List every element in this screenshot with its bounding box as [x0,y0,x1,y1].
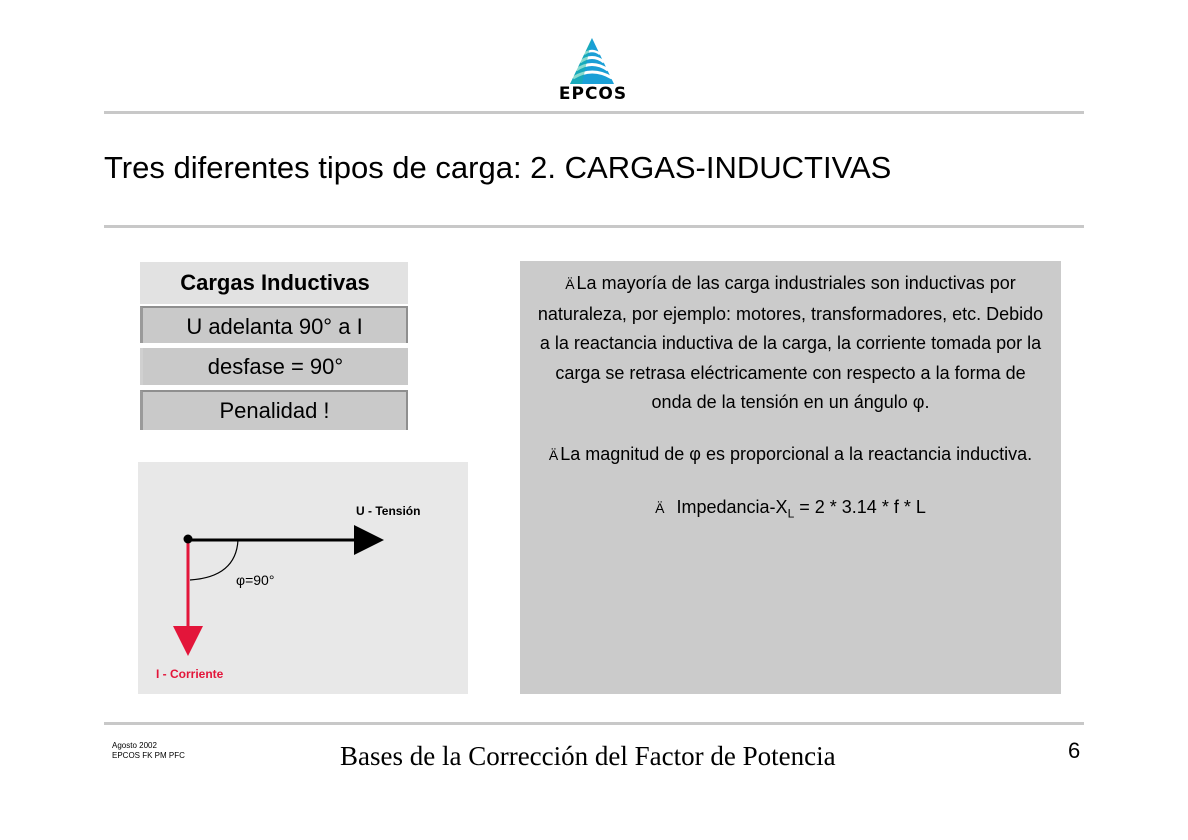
info-paragraph-1: Ä La mayoría de las carga industriales son inductivas por naturaleza, por ejemplo: motores, transformadores, etc. Debido a la reactancia inductiva de la carga, la corriente tomada por la carga se retrasa eléctricamente con respecto a la forma de onda de la tensión en un ángulo φ. [537,273,1044,413]
impedance-formula: Ä Impedancia-$X_L = 2 * 3.14 * f * L$ [655,496,926,521]
top-divider [104,111,1084,114]
current-label: I - Corriente [156,667,224,681]
table-row: U adelanta 90° a I [140,306,408,343]
angle-label: φ=90° [236,572,275,588]
brand-name: EPCOS [558,84,628,104]
bullet-icon: Ä [548,446,559,463]
epcos-logo-icon [560,38,624,90]
bullet-icon: Ä [655,499,665,516]
info-paragraph-2: Ä La magnitud de φ es proporcional a la reactancia inductiva. [548,443,1033,464]
table-row: Penalidad ! [140,390,408,430]
table-header: Cargas Inductivas [140,262,408,304]
voltage-label: U - Tensión [356,504,421,518]
origin-dot [184,535,193,544]
footer-title: Bases de la Corrección del Factor de Potencia [340,741,836,771]
table-row: desfase = 90° [140,348,408,385]
title-divider [104,225,1084,228]
footer-department: EPCOS FK PM PFC [112,751,185,760]
bullet-icon: Ä [565,276,575,292]
angle-arc [190,540,238,580]
info-panel [520,261,1061,694]
footer-divider [104,722,1084,725]
phasor-diagram [138,462,468,694]
slide-title: Tres diferentes tipos de carga: 2. CARGAS-INDUCTIVAS [104,150,892,185]
page-number: 6 [1068,738,1081,763]
footer-date: Agosto 2002 [112,741,157,750]
